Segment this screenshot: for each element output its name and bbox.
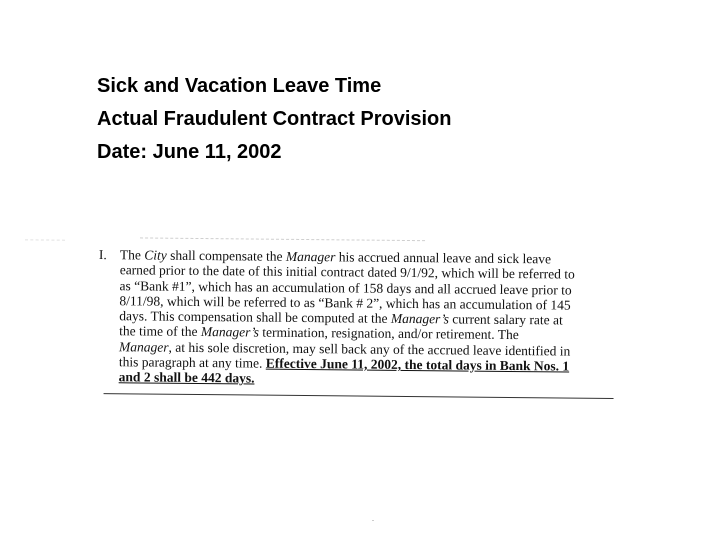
scan-underline-rule — [104, 393, 614, 399]
heading-line-subtitle: Actual Fraudulent Contract Provision — [97, 108, 452, 130]
provision-line: as “Bank #1”, which has an accumulation of 158 days and all accrued leave prior to — [119, 277, 572, 298]
provision-line: this paragraph at any time. Effective June 11, 2002, the total days in Bank Nos. 1 — [118, 354, 570, 374]
scan-speck — [372, 520, 374, 521]
highlighted-amendment: Effective June 11, 2002, the total days in Bank Nos. 1 — [265, 355, 570, 374]
provision-line: 8/11/98, which will be referred to as “Bank # 2”, which has an accumulation of 145 — [119, 293, 571, 313]
scan-artifact-line — [25, 239, 65, 240]
provision-number: I. — [98, 247, 107, 263]
provision-line: Manager, at his sole discretion, may sell back any of the accrued leave identified in — [118, 339, 571, 359]
heading-line-title: Sick and Vacation Leave Time — [97, 75, 382, 97]
provision-line: earned prior to the date of this initial contract dated 9/1/92, which will be referred to — [119, 262, 575, 282]
provision-paragraph — [119, 247, 635, 390]
provision-line: days. This compensation shall be computed at the Manager’s current salary rate at — [119, 308, 563, 328]
heading-line-date: Date: June 11, 2002 — [97, 141, 282, 163]
highlighted-amendment-total: and 2 shall be 442 days. — [118, 369, 255, 386]
provision-line: The City shall compensate the Manager his accrued annual leave and sick leave — [119, 247, 552, 267]
document-heading — [97, 70, 451, 169]
scanned-contract-excerpt — [93, 243, 635, 408]
provision-line: the time of the Manager’s termination, resignation, and/or retirement. The — [119, 323, 519, 343]
scan-artifact-line — [140, 237, 425, 241]
